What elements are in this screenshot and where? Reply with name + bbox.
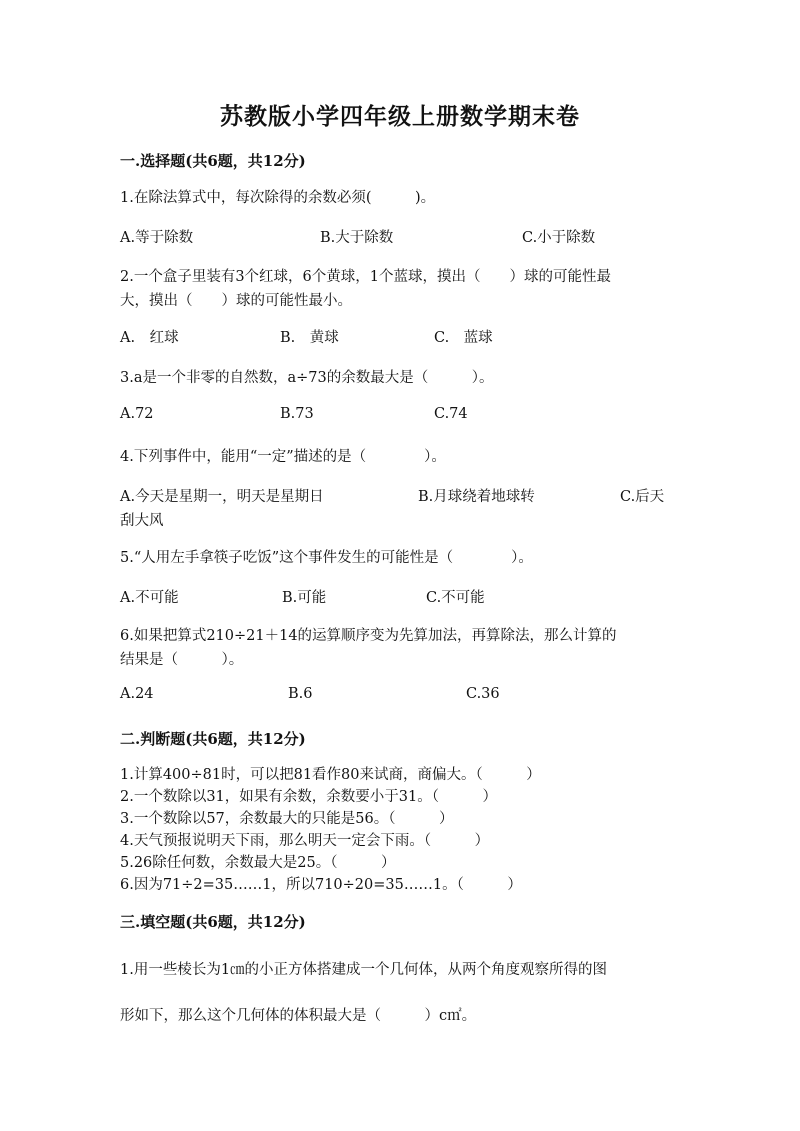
question-6-line-2: 结果是（ ）。 <box>120 652 244 668</box>
option-a: A.24 <box>120 686 154 702</box>
question-4: 4.下列事件中，能用“一定”描述的是（ ）。 <box>120 449 446 465</box>
list-item: 2.一个数除以31，如果有余数，余数要小于31。（ ） <box>120 789 497 805</box>
list-item: 5.26除任何数，余数最大是25。（ ） <box>120 855 396 871</box>
list-item: 4.天气预报说明天下雨，那么明天一定会下雨。（ ） <box>120 833 490 849</box>
question-3-options <box>120 406 680 430</box>
question-5-options <box>120 586 680 610</box>
fill-question-1 <box>120 947 680 1039</box>
question-2 <box>120 265 680 313</box>
section-header-true-false: 二.判断题(共6题，共12分) <box>120 730 306 748</box>
option-b: B.大于除数 <box>320 230 394 246</box>
section-header-choice: 一.选择题(共6题，共12分) <box>120 152 306 170</box>
option-a: A. 红球 <box>120 330 179 346</box>
question-4-options <box>120 485 680 509</box>
option-b: B.月球绕着地球转 <box>418 489 535 505</box>
option-c-continued: 刮大风 <box>120 513 164 529</box>
fill-question-1-line-2: 形如下，那么这个几何体的体积最大是（ ）c㎡。 <box>120 1008 477 1024</box>
list-item: 1.计算400÷81时，可以把81看作80来试商，商偏大。（ ） <box>120 767 541 783</box>
question-6-line-1: 6.如果把算式210÷21＋14的运算顺序变为先算加法，再算除法，那么计算的 <box>120 628 617 644</box>
question-6-options <box>120 686 680 710</box>
option-c: C.74 <box>434 406 468 422</box>
option-a: A.等于除数 <box>120 230 194 246</box>
option-c: C.不可能 <box>426 590 485 606</box>
question-2-line-1: 2.一个盒子里装有3个红球，6个黄球，1个蓝球，摸出（ ）球的可能性最 <box>120 269 612 285</box>
option-c: C.后天 <box>620 489 665 505</box>
option-c: C.小于除数 <box>522 230 596 246</box>
question-3: 3.a是一个非零的自然数，a÷73的余数最大是（ ）。 <box>120 370 494 386</box>
option-b: B.6 <box>288 686 313 702</box>
option-a: A.今天是星期一，明天是星期日 <box>120 489 324 505</box>
option-a: A.不可能 <box>120 590 179 606</box>
option-c: C. 蓝球 <box>434 330 493 346</box>
page-title: 苏教版小学四年级上册数学期末卷 <box>220 103 580 130</box>
option-a: A.72 <box>120 406 154 422</box>
option-c: C.36 <box>466 686 500 702</box>
true-false-list <box>120 764 680 896</box>
list-item: 3.一个数除以57，余数最大的只能是56。（ ） <box>120 811 454 827</box>
option-b: B. 黄球 <box>280 330 339 346</box>
question-5: 5.“人用左手拿筷子吃饭”这个事件发生的可能性是（ ）。 <box>120 550 533 566</box>
option-b: B.73 <box>280 406 314 422</box>
fill-question-1-line-1: 1.用一些棱长为1㎝的小正方体搭建成一个几何体，从两个角度观察所得的图 <box>120 962 608 978</box>
question-1-options <box>120 226 680 250</box>
question-6 <box>120 624 680 672</box>
section-header-fill-blank: 三.填空题(共6题，共12分) <box>120 913 306 931</box>
question-2-line-2: 大，摸出（ ）球的可能性最小。 <box>120 293 352 309</box>
question-1: 1.在除法算式中，每次除得的余数必须( )。 <box>120 190 436 206</box>
question-2-options <box>120 326 680 350</box>
option-b: B.可能 <box>282 590 327 606</box>
list-item: 6.因为71÷2=35……1，所以710÷20=35……1。（ ） <box>120 877 522 893</box>
